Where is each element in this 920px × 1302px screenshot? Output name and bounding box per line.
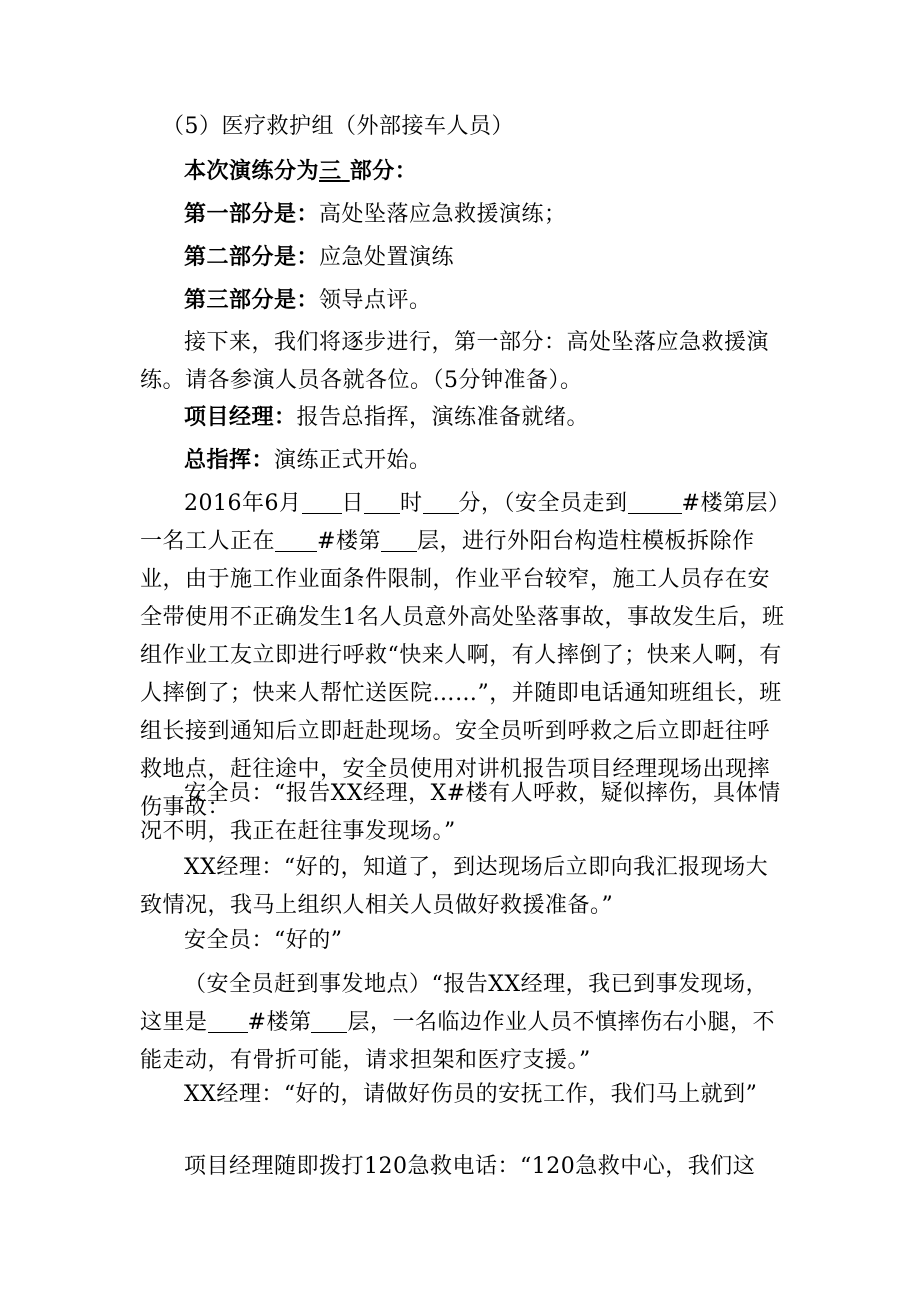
part3-text: 领导点评。 — [319, 288, 432, 313]
part2-label: 第二部分是： — [184, 244, 320, 270]
part1-label: 第一部分是： — [184, 201, 320, 227]
next-paragraph: 接下来，我们将逐步进行，第一部分：高处坠落应急救援演练。请各参演人员各就各位。（5分钟准备）。 — [140, 330, 770, 393]
scene-minute: 分，（安全员走到 — [458, 491, 628, 516]
safety-officer-report-2 — [140, 966, 785, 1080]
commander-line — [184, 441, 829, 480]
parts-intro-a: 本次演练分为 — [184, 158, 320, 184]
scene-d: 层，进行外阳台构造柱模板拆除作业，由于施工作业面条件限制，作业平台较窄，施工人员存在安全带使用不正确发生1名人员意外高处坠落事故，事故发生后，班组作业工友立即进行呼救“快来人啊，有人摔倒了；快来人啊，有人摔倒了；快来人帮忙送医院……”，并随即电话通知班组长，班组长接到通知后立即赶赴现场。安全员听到呼救之后立即赶往呼救地点，赶往途中，安全员使用对讲机报告项目经理现场出现摔伤事故： — [140, 529, 785, 820]
manager-reply-2: XX经理：“好的，请做好伤员的安抚工作，我们马上就到” — [184, 1082, 758, 1107]
pm-text: 报告总指挥，演练准备就绪。 — [296, 405, 590, 430]
part1-line — [184, 195, 829, 234]
part3-label: 第三部分是： — [184, 287, 320, 313]
part3-line — [184, 281, 829, 320]
scene-hour: 时 — [400, 491, 423, 516]
commander-text: 演练正式开始。 — [274, 448, 432, 473]
parts-intro — [184, 152, 829, 190]
part1-text: 高处坠落应急救援演练； — [319, 202, 567, 227]
part2-line — [184, 238, 829, 277]
pm-line — [184, 398, 829, 437]
scene-c: #楼第 — [317, 529, 381, 554]
manager-reply-1: XX经理：“好的，知道了，到达现场后立即向我汇报现场大致情况，我马上组织人相关人员做好救援准备。” — [140, 855, 769, 918]
report2-c: 层，一名临边作业人员不慎摔伤右小腿，不能走动，有骨折可能，请求担架和医疗支援。” — [140, 1010, 775, 1073]
call-120-line: 项目经理随即拨打120急救电话：“120急救中心，我们这 — [184, 1154, 756, 1179]
parts-intro-b: 部分： — [349, 158, 418, 184]
commander-label: 总指挥： — [184, 447, 275, 473]
group5-line: （5）医疗救护组（外部接车人员） — [162, 114, 514, 139]
pm-label: 项目经理： — [184, 404, 297, 430]
safety-officer-reply: 安全员：“好的” — [184, 928, 343, 953]
scene-day: 日 — [341, 491, 365, 516]
safety-officer-report-1: 安全员：“报告XX经理，X#楼有人呼救，疑似摔伤，具体情况不明，我正在赶往事发现场。” — [140, 781, 781, 844]
scene-date: 2016年6月 — [184, 491, 302, 516]
parts-count: 三 — [319, 158, 342, 184]
scene-b: 层）一名工人正在 — [140, 491, 780, 554]
part2-text: 应急处置演练 — [319, 245, 455, 270]
report2-b: #楼第 — [247, 1010, 312, 1035]
scene-building: #楼第 — [681, 491, 746, 516]
report2-a: （安全员赶到事发地点）“报告XX经理，我已到事发现场，这里是 — [140, 972, 769, 1035]
